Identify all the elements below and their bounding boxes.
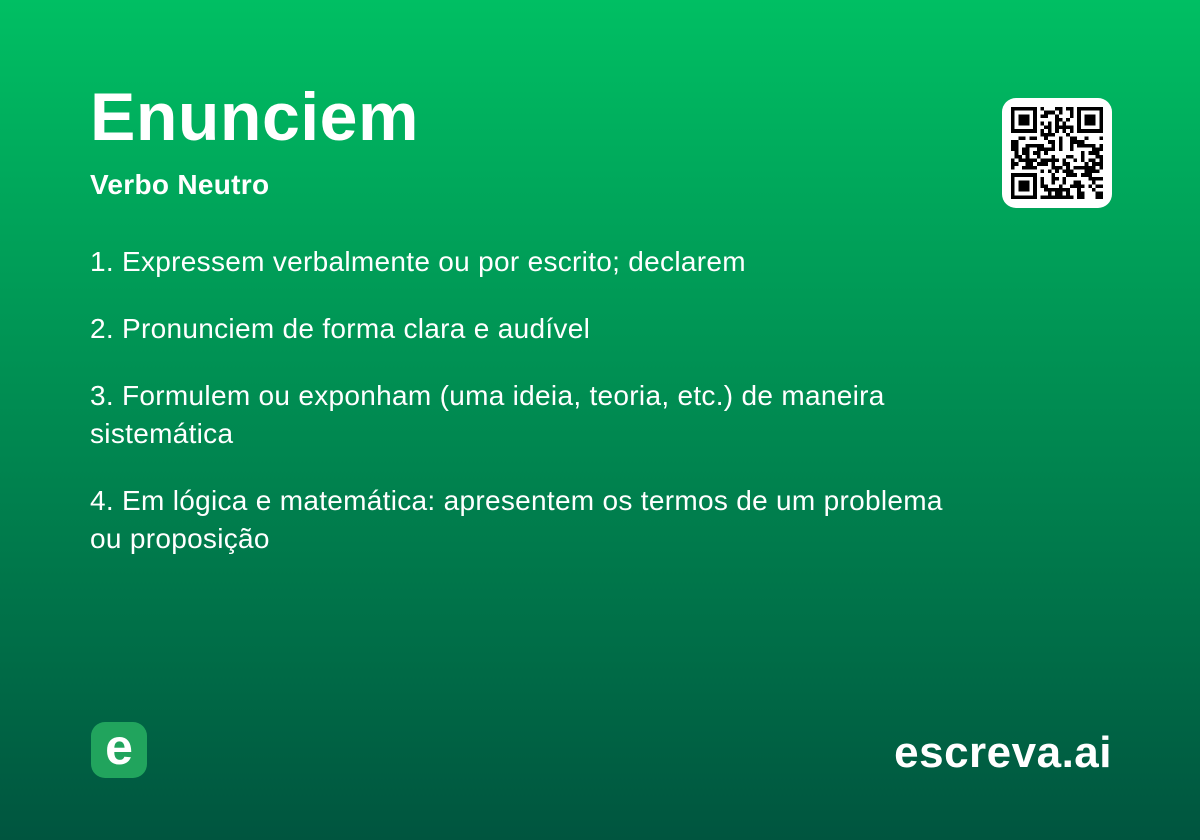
- page-title: Enunciem: [90, 79, 419, 155]
- definition-item: 2. Pronunciem de forma clara e audível: [90, 313, 591, 344]
- qr-code-icon: [1011, 107, 1103, 199]
- qr-code: [1002, 98, 1112, 208]
- definition-item: 3. Formulem ou exponham (uma ideia, teoria, etc.) de maneira sistemática: [90, 380, 885, 449]
- definition-list: [90, 243, 1030, 558]
- brand-name: escreva.ai: [894, 728, 1112, 777]
- verb-type-label: Verbo Neutro: [90, 169, 270, 200]
- brand-logo-letter: e: [105, 719, 133, 775]
- definition-item: 4. Em lógica e matemática: apresentem os termos de um problema ou proposição: [90, 485, 943, 554]
- card-header: [90, 79, 419, 201]
- brand-logo: [91, 719, 147, 778]
- definition-item: 1. Expressem verbalmente ou por escrito; declarem: [90, 246, 746, 277]
